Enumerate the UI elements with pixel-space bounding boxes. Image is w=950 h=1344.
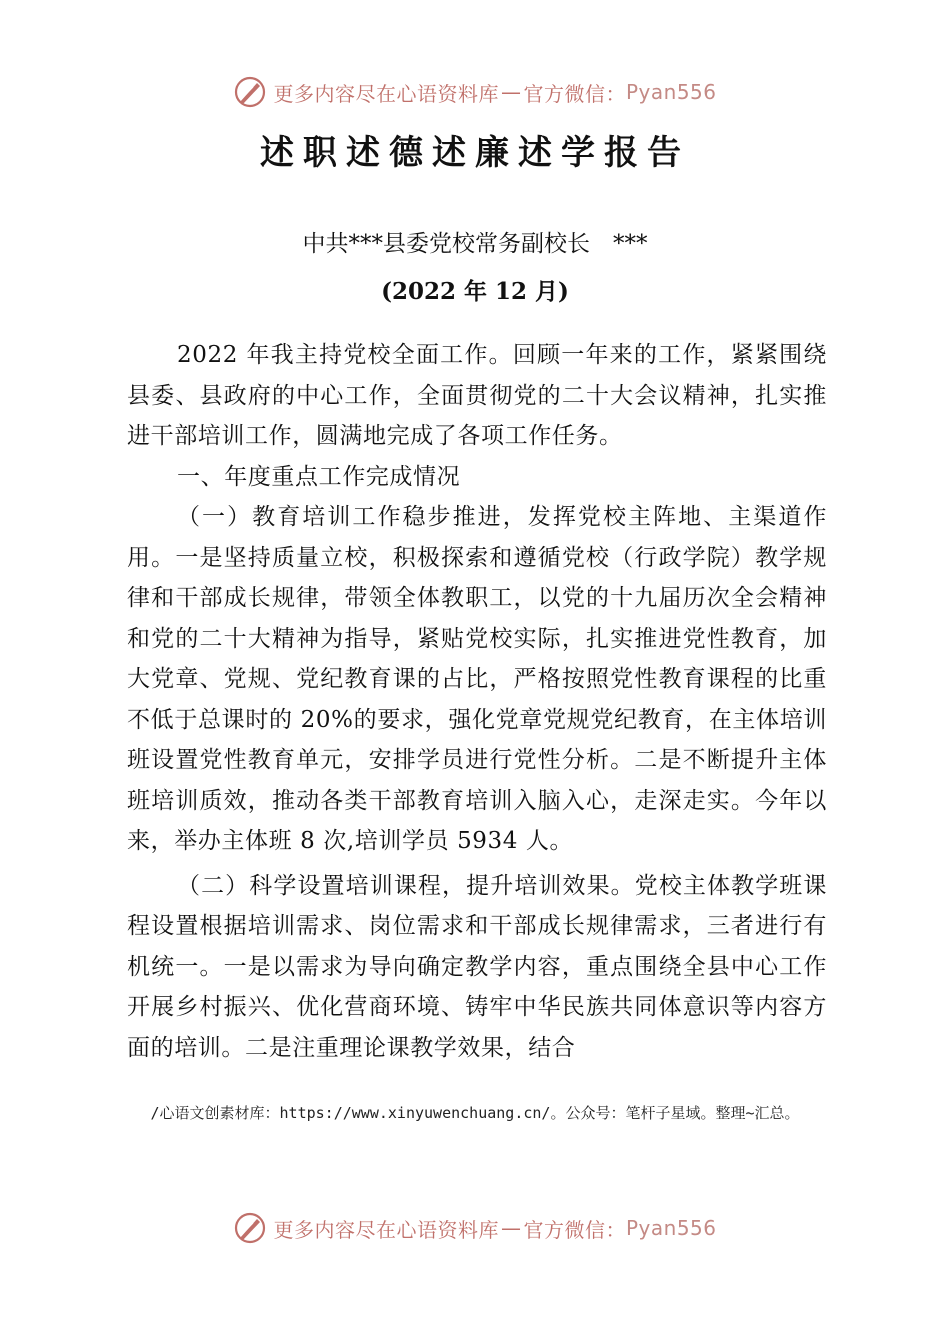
watermark-text: 更多内容尽在心语资料库 (273, 1217, 499, 1242)
document-author: 中共***县委党校常务副校长 *** (302, 231, 648, 257)
quill-logo-icon (233, 1211, 267, 1245)
section-heading: 一、年度重点工作完成情况 (177, 463, 461, 490)
watermark-wechat-id: Pyan556 (625, 80, 717, 104)
document-date: (2022 年 12 月) (381, 278, 569, 305)
document-title: 述职述德述廉述学报告 (260, 133, 690, 173)
header-watermark (0, 72, 950, 112)
paragraph-intro: 2022 年我主持党校全面工作。回顾一年来的工作，紧紧围绕县委、县政府的中心工作，全面贯彻党的二十大会议精神，扎实推进干部培训工作，圆满地完成了各项工作任务。 (127, 342, 827, 449)
watermark-separator: — (500, 1216, 522, 1240)
footer-note: /心语文创素材库：https://www.xinyuwenchuang.cn/。公众号：笔杆子星域。整理~汇总。 (150, 1104, 800, 1122)
paragraph-section-1: （一）教育培训工作稳步推进，发挥党校主阵地、主渠道作用。一是坚持质量立校，积极探索和遵循党校（行政学院）教学规律和干部成长规律，带领全体教职工，以党的十九届历次全会精神和党的二十大精神为指导，紧贴党校实际，扎实推进党性教育，加大党章、党规、党纪教育课的占比，严格按照党性教育课程的比重不低于总课时的 20%的要求，强化党章党规党纪教育，在主体培训班设置党性教育单元，安排学员进行党性分析。二是不断提升主体班培训质效，推动各类干部教育培训入脑入心，走深走实。今年以来，举办主体班 8 次,培训学员 5934 人。 (127, 504, 827, 854)
watermark-suffix: 官方微信： (523, 1217, 626, 1242)
document-body (127, 335, 827, 1068)
quill-logo-icon (233, 75, 267, 109)
watermark-separator: — (500, 80, 522, 104)
watermark-text: 更多内容尽在心语资料库 (273, 81, 499, 106)
paragraph-section-2: （二）科学设置培训课程，提升培训效果。党校主体教学班课程设置根据培训需求、岗位需求和干部成长规律需求，三者进行有机统一。一是以需求为导向确定教学内容，重点围绕全县中心工作开展乡村振兴、优化营商环境、铸牢中华民族共同体意识等内容方面的培训。二是注重理论课教学效果，结合 (127, 872, 827, 1061)
watermark-suffix: 官方微信： (523, 81, 626, 106)
footer-watermark (0, 1208, 950, 1248)
watermark-wechat-id: Pyan556 (625, 1216, 717, 1240)
